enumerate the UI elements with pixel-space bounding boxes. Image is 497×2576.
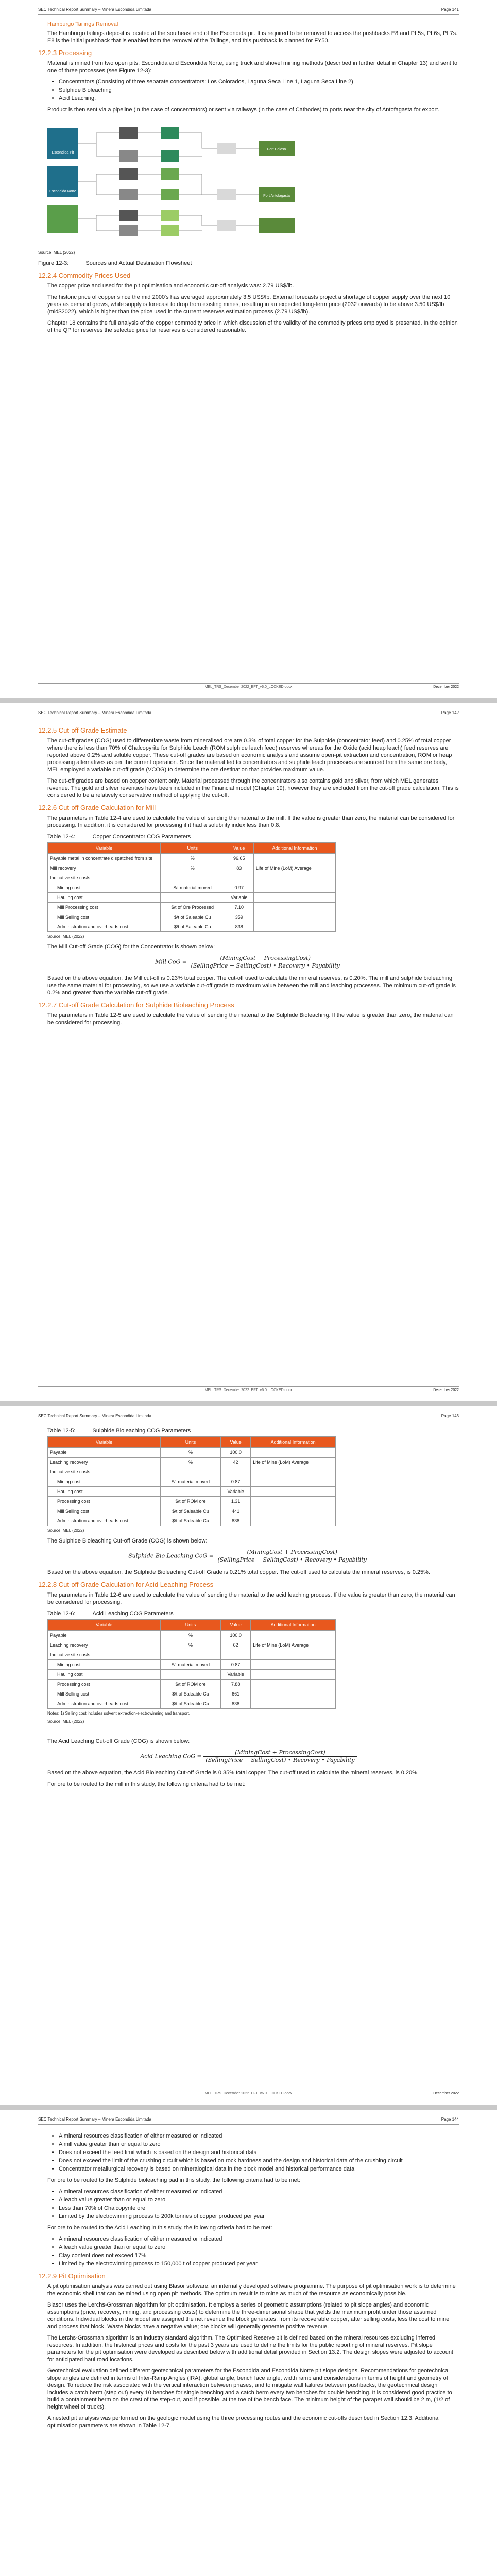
escondida-norte-label: Escondida Norte xyxy=(49,190,76,193)
paragraph: The cut-off grades (COG) used to differentiate waste from mineralised ore are 0.3% of total copper for the Sulphide (concentrator feed) and 0.25% of total copper where there is less than 70% of Chalcopyrite for Sulphide Leach (ROM sulphide leach feed) reserves whereas for the Oxide (acid heap leach) feed reserves are reported above 0.2% acid soluble copper. These cut-off grades are based on economic analysis and assume open-pit extraction and concentration, ROM or heap processing alternatives as per the current operation. Since the material fed to concentrators and sulphide leach processes are sourced from the same ore body, MEL employed a variable cut-off grade (VCOG) to determine the ore destination that provides maximum value. xyxy=(47,738,452,773)
cell-units: $/t of Ore Processed xyxy=(161,903,225,912)
formula-numerator: (MiningCost + ProcessingCost) xyxy=(215,1549,368,1556)
table-source: Source: MEL (2022) xyxy=(47,934,84,939)
paragraph: A pit optimisation analysis was carried out using Blasor software, an internally developed software programme. The purpose of pit optimisation work is to determine the economic shell that can be mined using open pit methods. The optimum result is to mine as much of the resource as economically possible. xyxy=(47,2283,456,2297)
node-railway xyxy=(217,220,236,231)
node-sx-ew xyxy=(161,210,179,221)
table-row xyxy=(48,1650,336,1660)
cell-info xyxy=(251,1631,336,1640)
cell-value: 100.0 xyxy=(221,1631,251,1640)
table-caption xyxy=(38,833,459,840)
cog-table-concentrator xyxy=(47,842,336,932)
paragraph: The copper price and used for the pit optimisation and economic cut-off analysis was: 2.79 US$/lb. xyxy=(47,283,294,289)
cell-value: 62 xyxy=(221,1640,251,1650)
cell-units: $/t material moved xyxy=(161,883,225,893)
escondida-pit-label: Escondida Pit xyxy=(52,151,74,155)
formula-numerator: (MiningCost + ProcessingCost) xyxy=(203,1749,356,1757)
cell-info xyxy=(253,873,335,883)
cell-variable: Payable xyxy=(48,1631,161,1640)
table-row xyxy=(48,912,336,922)
column-header: Value xyxy=(225,843,253,854)
cell-variable: Payable metal in concentrate dispatched from site xyxy=(48,854,161,863)
formula-fraction xyxy=(203,1749,356,1764)
section-title: 12.2.5 Cut-off Grade Estimate xyxy=(38,726,127,734)
cell-value: 83 xyxy=(225,863,253,873)
table-caption xyxy=(38,1610,459,1617)
table-row xyxy=(48,873,336,883)
cell-info xyxy=(251,1650,336,1660)
node-conveyor xyxy=(119,225,138,236)
cell-variable: Indicative site costs xyxy=(48,1467,161,1477)
list-item: • Limited by the electrowinning process to 150,000 t of copper produced per year xyxy=(59,2260,459,2267)
table-notes: Notes: 1) Selling cost includes solvent extraction-electrowinning and transport. xyxy=(47,1711,191,1716)
figure-caption xyxy=(38,260,459,267)
paragraph: Geotechnical evaluation defined different geotechnical parameters for the Escondida and Escondida Norte pit slope designs. Recommendations for geotechnical slope angles are defined in terms of Inter-Ramp Angles (IRA), global angle, bench face angle, width ramp and considerations in terms of height and geometry of design. To reduce the risk associated with the vertical interaction between phases, and to mitigate wall failures between pushbacks, the geotechnical design includes a catch berm (step out) every 10 benches for single benching and a catch berm every two benches for double benching. It is considered good practice to build a containment berm on the crest of the step-out, and if possible, at the toe of the bench face. The minimum height of the parapet wall should be 2 m, (1/2 of height wheel of trucks). xyxy=(47,2368,452,2410)
cell-info xyxy=(251,1506,336,1516)
paragraph: A nested pit analysis was performed on the geologic model using the three processing routes and the economic cut-offs described in Section 12.3. Additional optimisation parameters are shown in Table 12-7. xyxy=(47,2415,440,2429)
bullet-list xyxy=(38,2188,459,2220)
list-item: • Sulphide Bioleaching xyxy=(59,87,459,94)
page-141 xyxy=(0,0,497,698)
table-row xyxy=(48,863,336,873)
cell-info xyxy=(251,1516,336,1526)
node-crusher xyxy=(119,168,138,180)
section-title: 12.2.8 Cut-off Grade Calculation for Acid Leaching Process xyxy=(38,1581,214,1588)
cell-value: 838 xyxy=(225,922,253,932)
bullet-list xyxy=(38,78,459,102)
cell-value: Variable xyxy=(221,1670,251,1680)
paragraph: The Acid Leaching Cut-off Grade (COG) is shown below: xyxy=(47,1738,190,1744)
page-number: Page 144 xyxy=(441,2117,459,2122)
node-conveyor xyxy=(119,150,138,162)
cell-variable: Mining cost xyxy=(48,1477,161,1487)
formula-lhs: Acid Leaching CoG = xyxy=(140,1753,202,1760)
table-row xyxy=(48,1497,336,1506)
cell-value: 661 xyxy=(221,1689,251,1699)
node-railway xyxy=(217,189,236,200)
list-item: • A leach value greater than or equal to zero xyxy=(59,2244,459,2251)
section-title: 12.2.3 Processing xyxy=(38,49,92,57)
cell-variable: Mining cost xyxy=(48,1660,161,1670)
node-concentrator xyxy=(161,150,179,162)
paragraph: Based on the above equation, the Acid Bioleaching Cut-off Grade is 0.35% total copper. The cut-off used to calculate the mineral reserves, is 0.20%. xyxy=(47,1770,419,1776)
cell-units: $/t of Saleable Cu xyxy=(161,1689,221,1699)
table-row xyxy=(48,1631,336,1640)
cell-units xyxy=(161,1670,221,1680)
cell-units: % xyxy=(161,1448,221,1458)
cell-info xyxy=(251,1670,336,1680)
cell-units: % xyxy=(161,1458,221,1467)
list-item: • A mineral resources classification of either measured or indicated xyxy=(59,2235,459,2243)
cell-units: % xyxy=(161,854,225,863)
cell-variable: Administration and overheads cost xyxy=(48,922,161,932)
cell-info xyxy=(253,854,335,863)
cell-units xyxy=(161,873,225,883)
paragraph: For ore to be routed to the Acid Leaching in this study, the following criteria had to be met: xyxy=(47,2225,272,2231)
table-row xyxy=(48,1448,336,1458)
cell-units: % xyxy=(161,863,225,873)
cell-value: 838 xyxy=(221,1699,251,1709)
cell-variable: Hauling cost xyxy=(48,893,161,903)
section-title: 12.2.4 Commodity Prices Used xyxy=(38,272,131,279)
table-title: Acid Leaching COG Parameters xyxy=(92,1611,174,1617)
bullet-list xyxy=(38,2235,459,2267)
header-title: SEC Technical Report Summary – Minera Escondida Limitada xyxy=(38,2117,151,2122)
cell-variable: Mill recovery xyxy=(48,863,161,873)
page-footer xyxy=(38,1386,459,1394)
table-caption xyxy=(38,1427,459,1434)
paragraph: The parameters in Table 12-6 are used to calculate the value of sending the material to the acid leaching process. If the value is greater than zero, the material can be considered for processing. xyxy=(47,1592,455,1605)
paragraph: The parameters in Table 12-5 are used to calculate the value of sending the material to the Sulphide Bioleaching. If the value is greater than zero, the material can be considered for processing. xyxy=(47,1012,454,1026)
paragraph: Material is mined from two open pits: Escondida and Escondida Norte, using truck and shovel mining methods (described in further detail in Chapter 13) and sent to one of three processes (see Figure 12-3): xyxy=(47,60,458,74)
acid-cog-formula xyxy=(38,1749,459,1764)
formula-fraction xyxy=(188,955,341,970)
column-header: Units xyxy=(161,1437,221,1448)
cell-info: Life of Mine (LoM) Average xyxy=(251,1640,336,1650)
paragraph: Product is then sent via a pipeline (in the case of concentrators) or sent via railways (in the case of Cathodes) to ports near the city of Antofagasta for export. xyxy=(47,107,440,113)
cell-value: 1.31 xyxy=(221,1497,251,1506)
table-row xyxy=(48,1516,336,1526)
paragraph: Blasor uses the Lerchs-Grossman algorithm for pit optimisation. It employs a series of geometric assumptions (related to pit slope angles) and economic assumptions (price, recovery, mining, and processing costs) to determine the three-dimensional shape that yields the maximum profit under those assumed conditions. Individual blocks in the model are assigned the net revenue the block generates, from its recoverable copper, after selling costs, less the cost to mine and process that block. Waste blocks have a negative value; ore blocks will generally generate positive revenue. xyxy=(47,2302,450,2330)
node-crusher xyxy=(119,127,138,139)
table-source: Source: MEL (2022) xyxy=(47,1528,84,1533)
cell-variable: Mill Selling cost xyxy=(48,1506,161,1516)
cell-value: 838 xyxy=(221,1516,251,1526)
node-crusher xyxy=(119,210,138,221)
table-title: Copper Concentrator COG Parameters xyxy=(92,834,191,840)
list-item: • Concentrators (Consisting of three separate concentrators: Los Colorados, Laguna Seca Line 1, Laguna Seca Line 2) xyxy=(59,78,459,86)
table-row xyxy=(48,1670,336,1680)
table-row xyxy=(48,1689,336,1699)
cell-units: $/t of Saleable Cu xyxy=(161,922,225,932)
cell-units: $/t of Saleable Cu xyxy=(161,912,225,922)
paragraph: Based on the above equation, the Mill cut-off is 0.23% total copper. The cut-off used to calculate the mineral reserves, is 0.20%. The mill and sulphide bioleaching use the same material for processing, so we use a variable cut-off grade to maximum value between the mill and leaching processes. The minimum cut-off grade is 0.2% and greater than the variable cut-off grade. xyxy=(47,975,456,996)
node-leach-pad xyxy=(161,189,179,200)
cell-info xyxy=(253,903,335,912)
column-header: Variable xyxy=(48,1620,161,1631)
list-item: • Concentrator metallurgical recovery is based on mineralogical data in the block model and historical performance data xyxy=(59,2165,459,2173)
figure-label: Figure 12-3: xyxy=(38,260,69,266)
cell-info xyxy=(251,1497,336,1506)
page-footer xyxy=(38,683,459,691)
bullet-list xyxy=(38,2132,459,2173)
cell-info xyxy=(253,893,335,903)
paragraph: The cut-off grades are based on copper content only. Material processed through the concentrators also contains gold and silver, from which MEL generates revenue. The gold and silver revenues have been included in the Financial model (Chapter 19), however they are excluded from the cut-off grade calculation. This is considered to be a relatively conservative method of applying the cut-off. xyxy=(47,778,459,799)
formula-denominator: (SellingPrice − SellingCost) • Recovery • Payability xyxy=(205,1757,355,1764)
formula-lhs: Sulphide Bio Leaching CoG = xyxy=(128,1552,214,1560)
table-row xyxy=(48,1506,336,1516)
formula-numerator: (MiningCost + ProcessingCost) xyxy=(188,955,341,962)
mill-cog-formula xyxy=(38,955,459,970)
cell-info: Life of Mine (LoM) Average xyxy=(251,1458,336,1467)
paragraph: The parameters in Table 12-4 are used to calculate the value of sending the material to the mill. If the value is greater than zero, the material can be considered for processing. In addition, it is considered for processing if it had a solubility index less than 0.8. xyxy=(47,815,455,828)
cell-variable: Mill Selling cost xyxy=(48,1689,161,1699)
page-footer xyxy=(38,2090,459,2097)
table-row xyxy=(48,1487,336,1497)
cell-value: 96.65 xyxy=(225,854,253,863)
list-item: • A mineral resources classification of either measured or indicated xyxy=(59,2132,459,2140)
section-title: 12.2.6 Cut-off Grade Calculation for Mill xyxy=(38,804,156,811)
cell-variable: Payable xyxy=(48,1448,161,1458)
cell-units: $/t material moved xyxy=(161,1660,221,1670)
list-item: • Less than 70% of Chalcopyrite ore xyxy=(59,2205,459,2212)
cell-value: 100.0 xyxy=(221,1448,251,1458)
formula-denominator: (SellingPrice − SellingCost) • Recovery • Payability xyxy=(217,1556,367,1563)
node-pipeline xyxy=(217,143,236,154)
cell-value: 7.10 xyxy=(225,903,253,912)
cell-value: 42 xyxy=(221,1458,251,1467)
column-header: Variable xyxy=(48,843,161,854)
cell-variable: Processing cost xyxy=(48,1497,161,1506)
column-header: Variable xyxy=(48,1437,161,1448)
paragraph: The Lerchs-Grossman algorithm is an industry standard algorithm. The Optimised Reserve pit is defined based on the mineral resources excluding inferred resources. In addition, the historical prices and costs for the past 3 years are used to define the limits for the public reporting of mineral reserves. Pit slope parameters for the pit optimisation were developed as described below with additional detail provided in Section 13.2. The design slopes were adjusted to account for anticipated haul road locations. xyxy=(47,2335,453,2363)
cell-units: % xyxy=(161,1640,221,1650)
paragraph: The Mill Cut-off Grade (COG) for the Concentrator is shown below: xyxy=(47,944,215,950)
formula-denominator: (SellingPrice − SellingCost) • Recovery • Payability xyxy=(191,962,340,969)
cell-info xyxy=(251,1660,336,1670)
cell-variable: Indicative site costs xyxy=(48,1650,161,1660)
page-header xyxy=(38,2116,459,2125)
column-header: Additional Information xyxy=(251,1437,336,1448)
paragraph: The historic price of copper since the mid 2000's has averaged approximately 3.5 US$/lb. External forecasts project a shortage of copper supply over the next 10 years as demand grows, while supply is forecast to drop from existing mines, resulting in an expected long-term price (2032 onwards) to be above 3.50 US$/lb (mid$2022), which is higher than the price used in the current reserves estimation process (2.79 US$/lb). xyxy=(47,294,451,315)
cell-units: $/t of ROM ore xyxy=(161,1497,221,1506)
table-source: Source: MEL (2022) xyxy=(47,1719,84,1724)
column-header: Additional Information xyxy=(251,1620,336,1631)
cell-value: 441 xyxy=(221,1506,251,1516)
footer-date: December 2022 xyxy=(433,2092,459,2095)
column-header: Units xyxy=(161,1620,221,1631)
table-row xyxy=(48,1640,336,1650)
cell-units: $/t of Saleable Cu xyxy=(161,1516,221,1526)
cell-units xyxy=(161,1467,221,1477)
table-row xyxy=(48,1467,336,1477)
cell-info xyxy=(251,1467,336,1477)
header-title: SEC Technical Report Summary – Minera Escondida Limitada xyxy=(38,1414,151,1418)
page-143 xyxy=(0,1406,497,2105)
cell-info: Life of Mine (LoM) Average xyxy=(253,863,335,873)
table-label: Table 12-4: xyxy=(47,834,76,840)
cell-units xyxy=(161,893,225,903)
figure-source: Source: MEL (2022) xyxy=(38,250,75,255)
list-item: • Acid Leaching. xyxy=(59,95,459,102)
dest-port-antofagasta xyxy=(259,218,295,233)
paragraph: For ore to be routed to the mill in this study, the following criteria had to be met: xyxy=(47,1781,246,1787)
cell-value: Variable xyxy=(225,893,253,903)
cell-value: 0.97 xyxy=(225,883,253,893)
cell-info xyxy=(253,922,335,932)
table-row xyxy=(48,903,336,912)
footer-file: MEL_TRS_December 2022_EFT_v6.0_LOCKED.docx xyxy=(204,685,293,689)
cell-info xyxy=(253,883,335,893)
cell-info xyxy=(251,1477,336,1487)
subsection-title: Hamburgo Tailings Removal xyxy=(47,21,118,27)
figure-title: Sources and Actual Destination Flowsheet xyxy=(85,260,192,266)
node-conveyor xyxy=(119,189,138,200)
formula-lhs: Mill CoG = xyxy=(155,958,187,965)
list-item: • A leach value greater than or equal to zero xyxy=(59,2196,459,2204)
column-header: Value xyxy=(221,1437,251,1448)
header-title: SEC Technical Report Summary – Minera Escondida Limitada xyxy=(38,710,151,715)
cell-units: % xyxy=(161,1631,221,1640)
node-leach-pad xyxy=(161,168,179,180)
cell-value xyxy=(221,1650,251,1660)
cell-variable: Administration and overheads cost xyxy=(48,1699,161,1709)
flowsheet-svg xyxy=(47,117,315,246)
cell-variable: Indicative site costs xyxy=(48,873,161,883)
cog-table-sulphide-bioleach xyxy=(47,1436,336,1526)
column-header: Units xyxy=(161,843,225,854)
cell-info xyxy=(251,1689,336,1699)
cell-variable: Leaching recovery xyxy=(48,1640,161,1650)
table-label: Table 12-6: xyxy=(47,1611,76,1617)
table-row xyxy=(48,1680,336,1689)
paragraph: For ore to be routed to the Sulphide bioleaching pad in this study, the following criteria had to be met: xyxy=(47,2177,300,2183)
footer-date: December 2022 xyxy=(433,1388,459,1392)
page-number: Page 141 xyxy=(441,7,459,12)
cell-variable: Mill Selling cost xyxy=(48,912,161,922)
table-row xyxy=(48,1660,336,1670)
page-number: Page 142 xyxy=(441,710,459,715)
page-number: Page 143 xyxy=(441,1414,459,1418)
paragraph: Chapter 18 contains the full analysis of the copper commodity price in which discussion of the validity of the commodity prices employed is presented. In the opinion of the QP for reserves the selected price for reserves is considered reasonable. xyxy=(47,320,458,333)
paragraph: The Sulphide Bioleaching Cut-off Grade (COG) is shown below: xyxy=(47,1538,208,1544)
list-item: • Limited by the electrowinning process to 200k tonnes of copper produced per year xyxy=(59,2213,459,2220)
page-144 xyxy=(0,2110,497,2576)
list-item: • A mineral resources classification of either measured or indicated xyxy=(59,2188,459,2195)
paragraph: Based on the above equation, the Sulphide Bioleaching Cut-off Grade is 0.21% total copper. The cut-off used to calculate the mineral reserves, is 0.25%. xyxy=(47,1569,430,1575)
cell-info xyxy=(253,912,335,922)
flowsheet-diagram xyxy=(47,117,315,246)
cell-units: $/t material moved xyxy=(161,1477,221,1487)
page-header xyxy=(38,709,459,718)
table-row xyxy=(48,854,336,863)
source-stockpile xyxy=(47,205,78,233)
footer-file: MEL_TRS_December 2022_EFT_v6.0_LOCKED.docx xyxy=(204,1388,293,1392)
cell-variable: Hauling cost xyxy=(48,1670,161,1680)
table-row xyxy=(48,922,336,932)
cell-variable: Administration and overheads cost xyxy=(48,1516,161,1526)
cell-variable: Mining cost xyxy=(48,883,161,893)
cell-value: 0.87 xyxy=(221,1660,251,1670)
list-item: • Clay content does not exceed 17% xyxy=(59,2252,459,2259)
list-item: • Does not exceed the feed limit which is based on the design and historical data xyxy=(59,2149,459,2156)
table-row xyxy=(48,1458,336,1467)
column-header: Additional Information xyxy=(253,843,335,854)
cell-units: $/t of ROM ore xyxy=(161,1680,221,1689)
table-row xyxy=(48,1477,336,1487)
cog-table-acid-leach xyxy=(47,1619,336,1709)
sulphide-cog-formula xyxy=(38,1549,459,1564)
cell-info xyxy=(251,1699,336,1709)
cell-units: $/t of Saleable Cu xyxy=(161,1506,221,1516)
cell-value: 359 xyxy=(225,912,253,922)
cell-variable: Mill Processing cost xyxy=(48,903,161,912)
cell-variable: Hauling cost xyxy=(48,1487,161,1497)
cell-value: 0.87 xyxy=(221,1477,251,1487)
port-antofagasta-label: Port Antofagasta xyxy=(263,194,290,198)
cell-value xyxy=(225,873,253,883)
cell-units xyxy=(161,1487,221,1497)
header-title: SEC Technical Report Summary – Minera Escondida Limitada xyxy=(38,7,151,12)
cell-info xyxy=(251,1680,336,1689)
formula-fraction xyxy=(215,1549,368,1564)
page-142 xyxy=(0,703,497,1401)
cell-units: $/t of Saleable Cu xyxy=(161,1699,221,1709)
section-title: 12.2.7 Cut-off Grade Calculation for Sulphide Bioleaching Process xyxy=(38,1001,234,1009)
table-label: Table 12-5: xyxy=(47,1428,76,1434)
cell-info xyxy=(251,1487,336,1497)
section-title: 12.2.9 Pit Optimisation xyxy=(38,2272,106,2280)
column-header: Value xyxy=(221,1620,251,1631)
list-item: • Does not exceed the limit of the crushing circuit which is based on rock hardness and the design and historical data of the crushing circuit xyxy=(59,2157,459,2164)
cell-value xyxy=(221,1467,251,1477)
footer-date: December 2022 xyxy=(433,685,459,689)
table-row xyxy=(48,1699,336,1709)
table-title: Sulphide Bioleaching COG Parameters xyxy=(92,1428,191,1434)
table-row xyxy=(48,893,336,903)
cell-info xyxy=(251,1448,336,1458)
page-header xyxy=(38,1413,459,1421)
list-item: • A mill value greater than or equal to zero xyxy=(59,2141,459,2148)
cell-variable: Leaching recovery xyxy=(48,1458,161,1467)
cell-variable: Processing cost xyxy=(48,1680,161,1689)
cell-value: Variable xyxy=(221,1487,251,1497)
node-concentrator xyxy=(161,127,179,139)
port-coloso-label: Port Coloso xyxy=(267,148,286,151)
cell-units xyxy=(161,1650,221,1660)
cell-value: 7.88 xyxy=(221,1680,251,1689)
node-sx-ew xyxy=(161,225,179,236)
footer-file: MEL_TRS_December 2022_EFT_v6.0_LOCKED.docx xyxy=(204,2092,293,2095)
page-header xyxy=(38,6,459,15)
paragraph: The Hamburgo tailings deposit is located at the southeast end of the Escondida pit. It is required to be removed to access the pushbacks E8 and PL5s, PL6s, PL7s. E8 is the initial pushback that is enabled from the removal of the Tailings, and this pushback is planned for FY50. xyxy=(47,30,458,44)
table-row xyxy=(48,883,336,893)
